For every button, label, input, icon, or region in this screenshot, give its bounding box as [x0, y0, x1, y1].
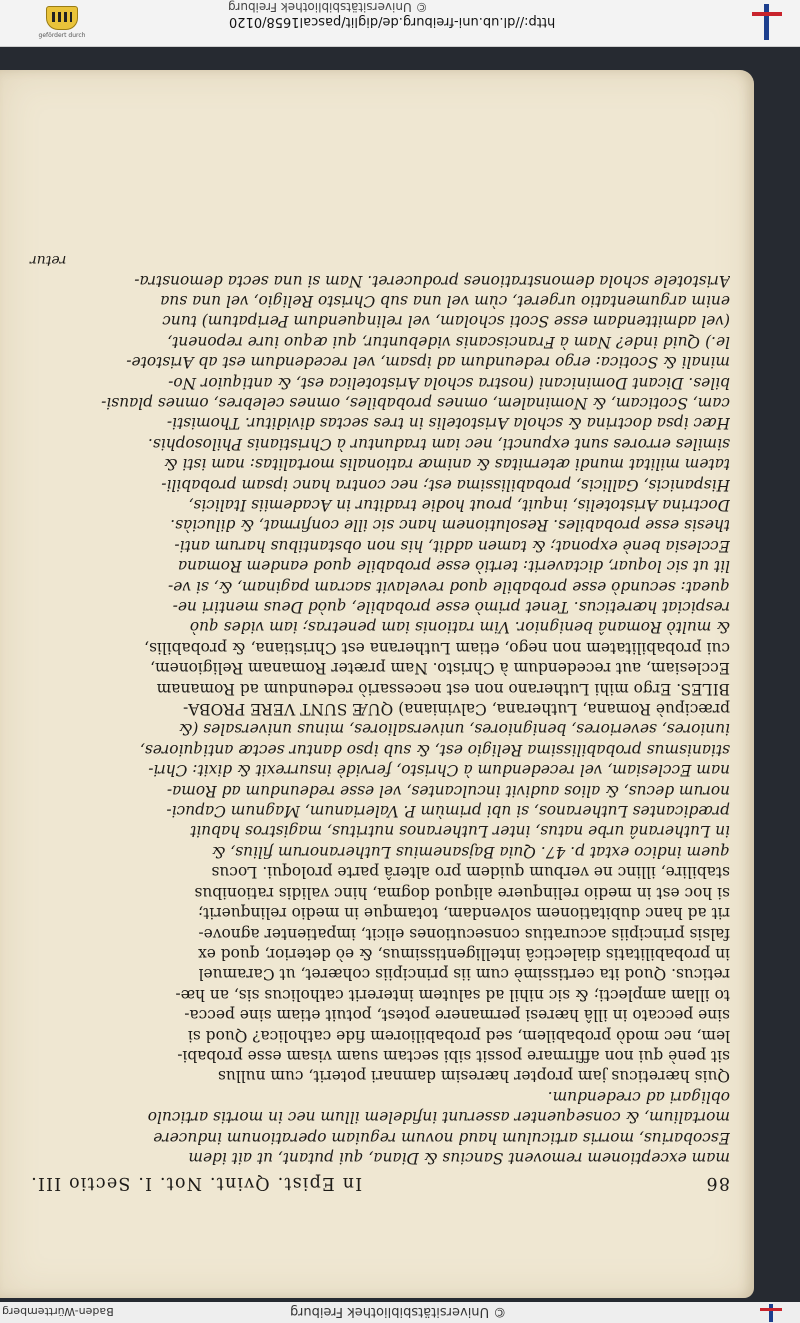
text-line: cam, Scoticam, & Nominalem, omnes probabiles, omnes celebres, omnes plausi-: [101, 393, 730, 412]
text-line: lem, nec modò probabilem, sed probabiliorem fide catholica? Quod si: [187, 1026, 730, 1045]
text-line: similes errores sunt expuncti, nec iam traduntur à Christianis Philosophis.: [148, 434, 730, 453]
header-copyright: © Universitätsbibliothek Freiburg: [228, 0, 428, 14]
text-line: (vel admittendam esse Scoti scholam, vel relinquendum Peripatum) tunc: [162, 312, 730, 331]
text-line: mam exceptionem removent Sancius & Diana, qui putant, ut ait idem: [188, 1149, 730, 1167]
text-line: sit penè qui non affirmare possit sibi sectam suam visam esse probabi-: [177, 1046, 730, 1065]
text-line: norum decus, & alios audivit inculcantes, vel esse redeundum ad Roma-: [166, 781, 730, 800]
document-url[interactable]: http://dl.ub.uni-freiburg.de/diglit/pascal1658/0120: [229, 14, 556, 29]
text-line: rit ad hanc dubitationem solvendam, totamque in medio relinquerit;: [197, 904, 730, 923]
funding-logo: [38, 4, 86, 42]
text-line: tatem militat mundi æternitas & animæ rationalis mortalitas: nam isti &: [163, 455, 730, 474]
text-line: enim argumentatio urgeret, cùm vel una sub Christo Religio, vel una sua: [160, 291, 730, 310]
text-line: præcipuè Romana, Lutherana, Calviniana) QUÆ SUNT VERE PROBA-: [183, 700, 730, 719]
running-title: In Epist. Qvint. Not. I. Sectio III.: [30, 1173, 363, 1193]
viewer-footer: [0, 1302, 800, 1323]
text-line: Doctrina Aristotelis, inquit, prout hodie traditur in Academiis Italicis,: [188, 496, 730, 514]
text-line: Hæc ipsa doctrina & schola Aristotelis in tres sectas dividitur. Thomisti-: [166, 414, 730, 433]
running-head: [30, 1168, 730, 1198]
text-line: cui probabilitatem non nego, etiam Lutherana est Christiana, & probabilis,: [144, 638, 730, 657]
text-line: Ecclesiam, aut recedendum à Christo. Nam præter Romanam Religionem,: [150, 659, 730, 678]
text-line: mortalium, & consequenter asserunt infidelem illum nec in mortis articulo: [147, 1108, 730, 1127]
text-line: le.) Quid inde? Nam à Franciscanis videbuntur, qui æquo iure reponent,: [167, 332, 730, 351]
text-line: queat: secundò esse probabile quod revelavit sacram paginam, &, si ve-: [168, 577, 730, 596]
text-line: stabilire, illinc ne verbum quidem pro alterâ parte proloqui. Locus: [211, 863, 730, 882]
text-line: Ecclesia benè exponat; & tamen addit, his non obstantibus harum anti-: [174, 536, 730, 555]
text-line: reticus. Quod ita certissimè cum iis principiis cohæret, ut Caramuel: [198, 965, 730, 984]
text-line: Quis hæreticus jam propter hæresim damnari poterit, cum nullus: [217, 1067, 730, 1086]
text-line: & multò Romanâ benignior. Vim rationis iam penetras; iam vides quò: [189, 618, 730, 637]
text-line: in probabilitatis dialecticâ intelligentissimus, & eò deterior, quod ex: [198, 944, 730, 963]
text-line: prædicantes Lutheranos, si ubi primùm P. Valerianum, Magnum Capuci-: [166, 802, 730, 821]
coat-of-arms-icon: [46, 6, 78, 30]
page-text: [30, 106, 730, 1206]
text-line: nam Ecclesiam, vel recedendum à Christo, fervidè insurrexit & dixit: Chri-: [148, 761, 730, 780]
text-line: obligari ad credendum.: [547, 1087, 730, 1106]
ub-logo-icon-footer: [760, 1304, 782, 1322]
viewer-header: [0, 0, 800, 47]
text-line: falsis principiis accuratius consecutiones elicit, impatienter agnove-: [198, 924, 730, 943]
footer-copyright: © Universitätsbibliothek Freiburg: [290, 1304, 507, 1319]
text-line: in Lutheranâ urbe natus, inter Lutheranos nutritus, magistros habuit: [190, 822, 730, 841]
text-line: stianismus probabilissima Religio est, & sub ipso dantur sectæ antiquiores,: [140, 740, 730, 759]
text-line: biles. Dicant Dominicani (nostra schola Aristotelica est, & antiquior No-: [168, 373, 730, 392]
footer-left: Baden-Württemberg: [2, 1305, 114, 1318]
text-line: respiciat hæreticus. Tenet primò esse probabile, quòd Deus mentiri ne-: [172, 598, 730, 617]
page-number: 86: [705, 1173, 730, 1193]
text-line: iuniores, severiores, benigniores, universaliores, minus universales (&: [178, 720, 730, 739]
ub-logo-icon: [752, 4, 782, 42]
text-line: minali & Scotica: ergo redeundum ad ipsam, vel recedendum est ab Aristote-: [126, 353, 730, 372]
text-line: to illam amplecti; & sic nihil ad salutem intererit catholicus sis, an hæ-: [175, 985, 730, 1004]
text-line: sine peccato in illâ hæresi permanere potest, potuit etiam sine pecca-: [184, 1006, 730, 1025]
text-line: BILES. Ergo mihi Lutherano non est necessariò redeundum ad Romanam: [156, 679, 730, 698]
text-line: si hoc est in medio relinquere aliquod dogma, hinc validis rationibus: [194, 883, 730, 902]
body-text: [30, 270, 730, 1168]
logo-caption: gefördert durch: [38, 32, 86, 39]
text-line: quem indico extat p. 47. Quia Bajsanemius Lutheranorum filius, &: [211, 842, 730, 861]
text-line: Escobarius, morris articulum haud novum reguiam operationum inducere: [153, 1128, 730, 1147]
text-line: Hispanicis, Gallicis, probabilissima est; nec contra hanc ipsam probabili-: [161, 475, 730, 494]
text-line: thesis esse probabiles. Resolutionem hanc sic ille confirmat, & diluciàs.: [170, 516, 730, 535]
text-line: Aristotele schola demonstrationes produceret. Nam si una secta demonstra-: [134, 271, 730, 290]
text-line: lit ut sic loquar, dictaverit: tertiò esse probabile quod eandem Romana: [177, 557, 730, 576]
catchword: retur: [30, 252, 67, 269]
